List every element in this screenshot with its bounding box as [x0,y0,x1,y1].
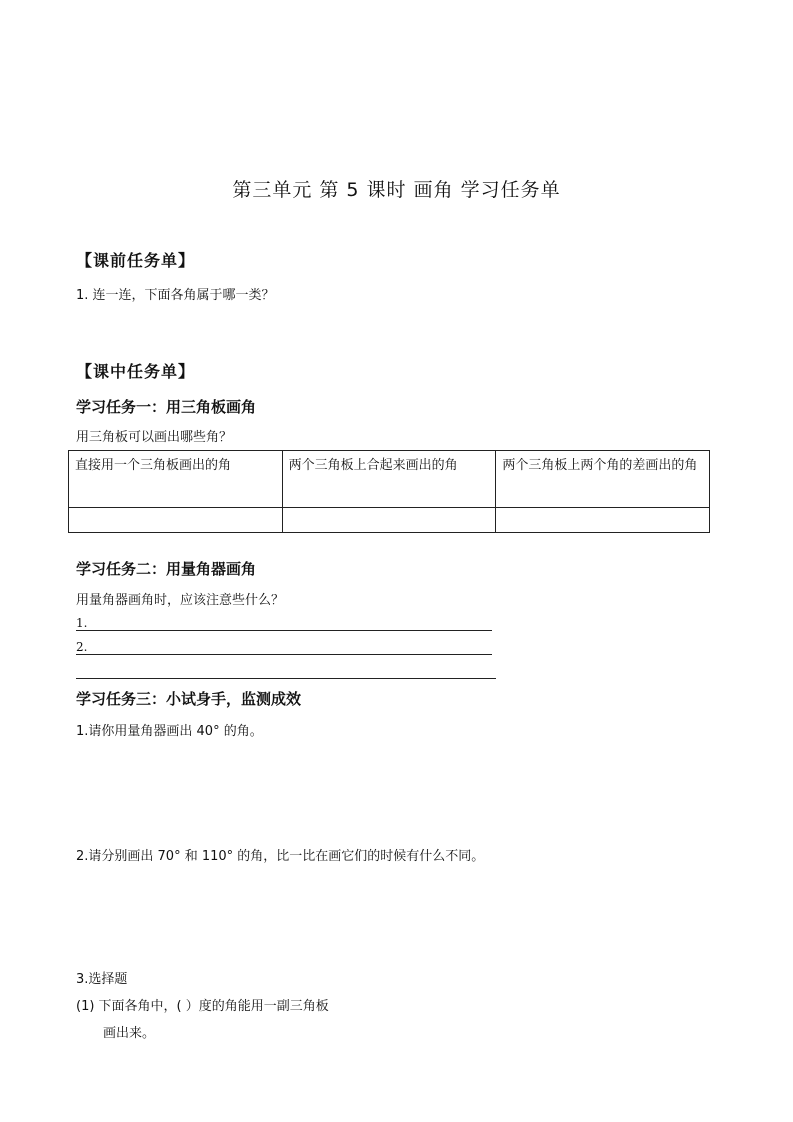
table-answer-cell[interactable] [282,508,496,533]
table-answer-row [69,508,710,533]
triangle-ruler-table [68,450,710,533]
table-header-cell: 两个三角板上合起来画出的角 [282,451,496,508]
page-title: 第三单元 第 5 课时 画角 学习任务单 [232,179,561,201]
table-header-cell: 两个三角板上两个角的差画出的角 [496,451,710,508]
table-header-row [69,451,710,508]
task3-question-3-1-cont: 画出来。 [103,1026,156,1041]
answer-line[interactable] [76,678,496,679]
answer-line-number: 2. [76,640,88,654]
task3-question-2: 2.请分别画出 70° 和 110° 的角，比一比在画它们的时候有什么不同。 [76,849,485,864]
task1-title: 学习任务一：用三角板画角 [76,398,257,416]
task3-question-3-heading: 3.选择题 [76,972,128,987]
answer-line-number: 1. [76,616,88,630]
pre-class-question-1: 1. 连一连，下面各角属于哪一类？ [76,288,275,303]
task3-question-3-1: (1) 下面各角中，( ）度的角能用一副三角板 [76,999,329,1014]
task3-title: 学习任务三：小试身手，监测成效 [76,690,302,708]
table-answer-cell[interactable] [69,508,283,533]
answer-line[interactable] [76,654,492,655]
in-class-heading: 【课中任务单】 [76,362,196,381]
table-header-cell: 直接用一个三角板画出的角 [69,451,283,508]
pre-class-heading: 【课前任务单】 [76,251,196,270]
table-answer-cell[interactable] [496,508,710,533]
task2-prompt: 用量角器画角时，应该注意些什么？ [76,593,285,608]
task3-question-1: 1.请你用量角器画出 40° 的角。 [76,724,263,739]
answer-line[interactable] [76,630,492,631]
task2-title: 学习任务二：用量角器画角 [76,560,257,578]
task1-prompt: 用三角板可以画出哪些角？ [76,430,233,445]
